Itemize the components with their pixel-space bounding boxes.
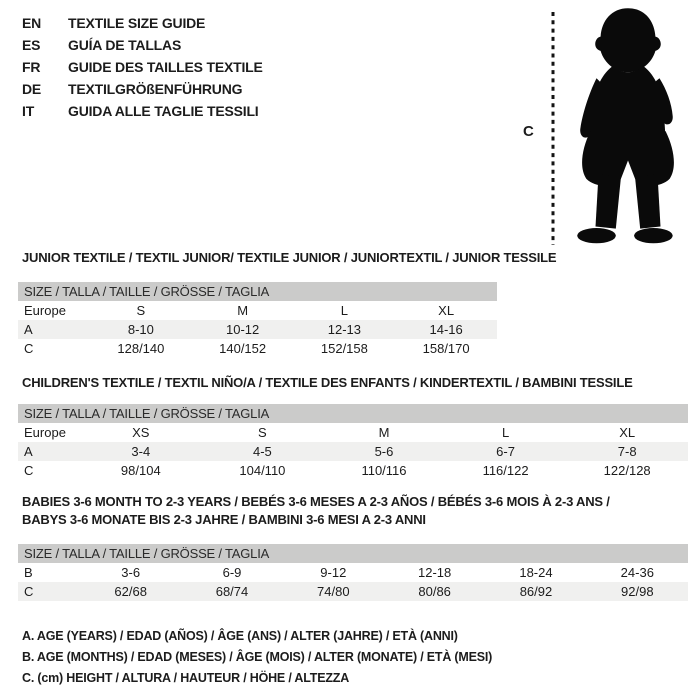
- language-title: TEXTILGRÖßENFÜHRUNG: [68, 81, 243, 97]
- language-code: ES: [22, 37, 41, 53]
- row-label: Europe: [24, 303, 66, 318]
- size-cell: L: [340, 303, 348, 318]
- row-label: A: [24, 444, 33, 459]
- section-title-children: CHILDREN'S TEXTILE / TEXTIL NIÑO/A / TEXTILE DES ENFANTS / KINDERTEXTIL / BAMBINI TESSILE: [22, 375, 633, 390]
- junior-size-table: [18, 282, 497, 358]
- height-cell: 116/122: [482, 463, 529, 478]
- row-label: Europe: [24, 425, 66, 440]
- height-cell: 62/68: [114, 584, 147, 599]
- months-cell: 9-12: [320, 565, 347, 580]
- height-cell: 104/110: [239, 463, 286, 478]
- language-code: IT: [22, 103, 35, 119]
- table-header-size: SIZE / TALLA / TAILLE / GRÖSSE / TAGLIA: [18, 404, 688, 423]
- height-cell: 74/80: [317, 584, 350, 599]
- age-cell: 12-13: [327, 322, 361, 337]
- children-size-table: [18, 404, 688, 480]
- height-cell: 152/158: [320, 341, 368, 356]
- language-row-it: [22, 100, 263, 122]
- height-cell: 140/152: [219, 341, 267, 356]
- table-row-europe: [18, 301, 497, 320]
- table-row-months: [18, 563, 688, 582]
- language-title-list: [22, 12, 263, 122]
- months-cell: 3-6: [121, 565, 141, 580]
- size-cell: M: [237, 303, 249, 318]
- language-title: GUIDE DES TAILLES TEXTILE: [68, 59, 263, 75]
- size-cell: XS: [132, 425, 150, 440]
- table-row-height: [18, 339, 497, 358]
- section-title-line: BABIES 3-6 MONTH TO 2-3 YEARS / BEBÉS 3-6 MESES A 2-3 AÑOS / BÉBÉS 3-6 MOIS À 2-3 ANS /: [22, 494, 610, 509]
- language-code: FR: [22, 59, 41, 75]
- table-row-height: [18, 582, 688, 601]
- footnote-legend: [22, 626, 492, 689]
- height-cell: 80/86: [418, 584, 451, 599]
- language-row-en: [22, 12, 263, 34]
- age-cell: 5-6: [374, 444, 394, 459]
- language-title: GUÍA DE TALLAS: [68, 37, 182, 53]
- size-cell: XL: [619, 425, 636, 440]
- row-label: C: [24, 584, 34, 599]
- language-code: EN: [22, 15, 42, 31]
- language-row-es: [22, 34, 263, 56]
- age-cell: 6-7: [496, 444, 515, 459]
- language-row-de: [22, 78, 263, 100]
- table-row-europe: [18, 423, 688, 442]
- row-label: B: [24, 565, 33, 580]
- language-title: TEXTILE SIZE GUIDE: [68, 15, 206, 31]
- table-header-size: SIZE / TALLA / TAILLE / GRÖSSE / TAGLIA: [18, 544, 688, 563]
- height-cell: 110/116: [361, 463, 407, 478]
- language-row-fr: [22, 56, 263, 78]
- table-row-height: [18, 461, 688, 480]
- months-cell: 24-36: [620, 565, 654, 580]
- size-cell: L: [501, 425, 510, 440]
- row-label: A: [24, 322, 33, 337]
- height-measure-label: C: [523, 123, 534, 140]
- size-cell: M: [378, 425, 390, 440]
- size-cell: S: [258, 425, 267, 440]
- footnote-age-months: B. AGE (MONTHS) / EDAD (MESES) / ÂGE (MOIS) / ALTER (MONATE) / ETÀ (MESI): [22, 650, 493, 664]
- age-cell: 14-16: [429, 322, 463, 337]
- months-cell: 6-9: [222, 565, 242, 580]
- height-cell: 98/104: [120, 463, 161, 478]
- height-cell: 158/170: [422, 341, 470, 356]
- section-title-babies: [22, 493, 610, 529]
- section-title-line: BABYS 3-6 MONATE BIS 2-3 JAHRE / BAMBINI 3-6 MESI A 2-3 ANNI: [22, 512, 426, 527]
- age-cell: 10-12: [226, 322, 260, 337]
- age-cell: 7-8: [617, 444, 637, 459]
- height-cell: 86/92: [519, 584, 553, 599]
- height-cell: 68/74: [215, 584, 249, 599]
- months-cell: 12-18: [418, 565, 452, 580]
- footnote-age-years: A. AGE (YEARS) / EDAD (AÑOS) / ÂGE (ANS) / ALTER (JAHRE) / ETÀ (ANNI): [22, 629, 458, 643]
- height-cell: 128/140: [117, 341, 165, 356]
- size-cell: S: [136, 303, 146, 318]
- height-cell: 92/98: [621, 584, 654, 599]
- height-cell: 122/128: [603, 463, 651, 478]
- size-cell: XL: [438, 303, 455, 318]
- age-cell: 4-5: [252, 444, 272, 459]
- age-cell: 8-10: [127, 322, 154, 337]
- babies-size-table: [18, 544, 688, 601]
- toddler-silhouette-icon: [562, 5, 694, 245]
- height-measure-line: [551, 12, 555, 245]
- table-header-size: SIZE / TALLA / TAILLE / GRÖSSE / TAGLIA: [18, 282, 497, 301]
- row-label: C: [24, 341, 34, 356]
- section-title-junior: JUNIOR TEXTILE / TEXTIL JUNIOR/ TEXTILE JUNIOR / JUNIORTEXTIL / JUNIOR TESSILE: [22, 250, 557, 265]
- age-cell: 3-4: [131, 444, 151, 459]
- table-row-age: [18, 442, 688, 461]
- months-cell: 18-24: [519, 565, 553, 580]
- language-title: GUIDA ALLE TAGLIE TESSILI: [68, 103, 259, 119]
- language-code: DE: [22, 81, 42, 97]
- table-row-age: [18, 320, 497, 339]
- footnote-height-cm: C. (cm) HEIGHT / ALTURA / HAUTEUR / HÖHE / ALTEZZA: [22, 671, 350, 685]
- row-label: C: [24, 463, 34, 478]
